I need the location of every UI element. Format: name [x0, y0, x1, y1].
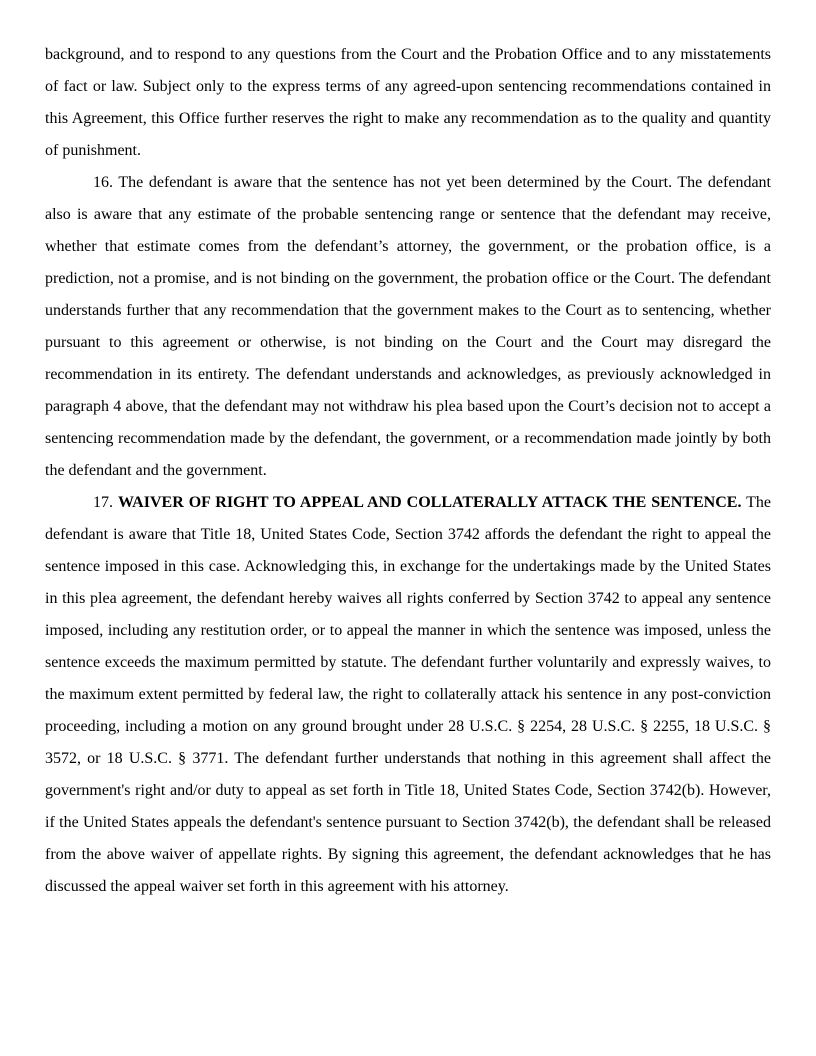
paragraph-17-heading: WAIVER OF RIGHT TO APPEAL AND COLLATERALLY ATTACK THE SENTENCE. — [117, 494, 742, 511]
paragraph-16-number: 16. — [93, 174, 113, 191]
continuation-paragraph: background, and to respond to any questions from the Court and the Probation Office and to any misstatements of fact or law. Subject only to the express terms of any agreed-upon sentencing recommendations contained in this Agreement, this Office further reserves the right to make any recommendation as to the quality and quantity of punishment. — [45, 46, 771, 159]
paragraph-16 — [45, 167, 771, 487]
paragraph-16-text: The defendant is aware that the sentence has not yet been determined by the Court. The defendant also is aware that any estimate of the probable sentencing range or sentence that the defendant may receive, whether that estimate comes from the defendant’s attorney, the government, or the probation office, is a prediction, not a promise, and is not binding on the government, the probation office or the Court. The defendant understands further that any recommendation that the government makes to the Court as to sentencing, whether pursuant to this agreement or otherwise, is not binding on the Court and the Court may disregard the recommendation in its entirety. The defendant understands and acknowledges, as previously acknowledged in paragraph 4 above, that the defendant may not withdraw his plea based upon the Court’s decision not to accept a sentencing recommendation made by the defendant, the government, or a recommendation made jointly by both the defendant and the government. — [45, 174, 771, 479]
paragraph-17 — [45, 487, 771, 903]
paragraph-17-text: The defendant is aware that Title 18, United States Code, Section 3742 affords the defendant the right to appeal the sentence imposed in this case. Acknowledging this, in exchange for the undertakings made by the United States in this plea agreement, the defendant hereby waives all rights conferred by Section 3742 to appeal any sentence imposed, including any restitution order, or to appeal the manner in which the sentence was imposed, unless the sentence exceeds the maximum permitted by statute. The defendant further voluntarily and expressly waives, to the maximum extent permitted by federal law, the right to collaterally attack his sentence in any post-conviction proceeding, including a motion on any ground brought under 28 U.S.C. § 2254, 28 U.S.C. § 2255, 18 U.S.C. § 3572, or 18 U.S.C. § 3771. The defendant further understands that nothing in this agreement shall affect the government's right and/or duty to appeal as set forth in Title 18, United States Code, Section 3742(b). However, if the United States appeals the defendant's sentence pursuant to Section 3742(b), the defendant shall be released from the above waiver of appellate rights. By signing this agreement, the defendant acknowledges that he has discussed the appeal waiver set forth in this agreement with his attorney. — [45, 494, 772, 895]
paragraph-17-number: 17. — [93, 494, 113, 511]
document-page — [45, 39, 771, 903]
